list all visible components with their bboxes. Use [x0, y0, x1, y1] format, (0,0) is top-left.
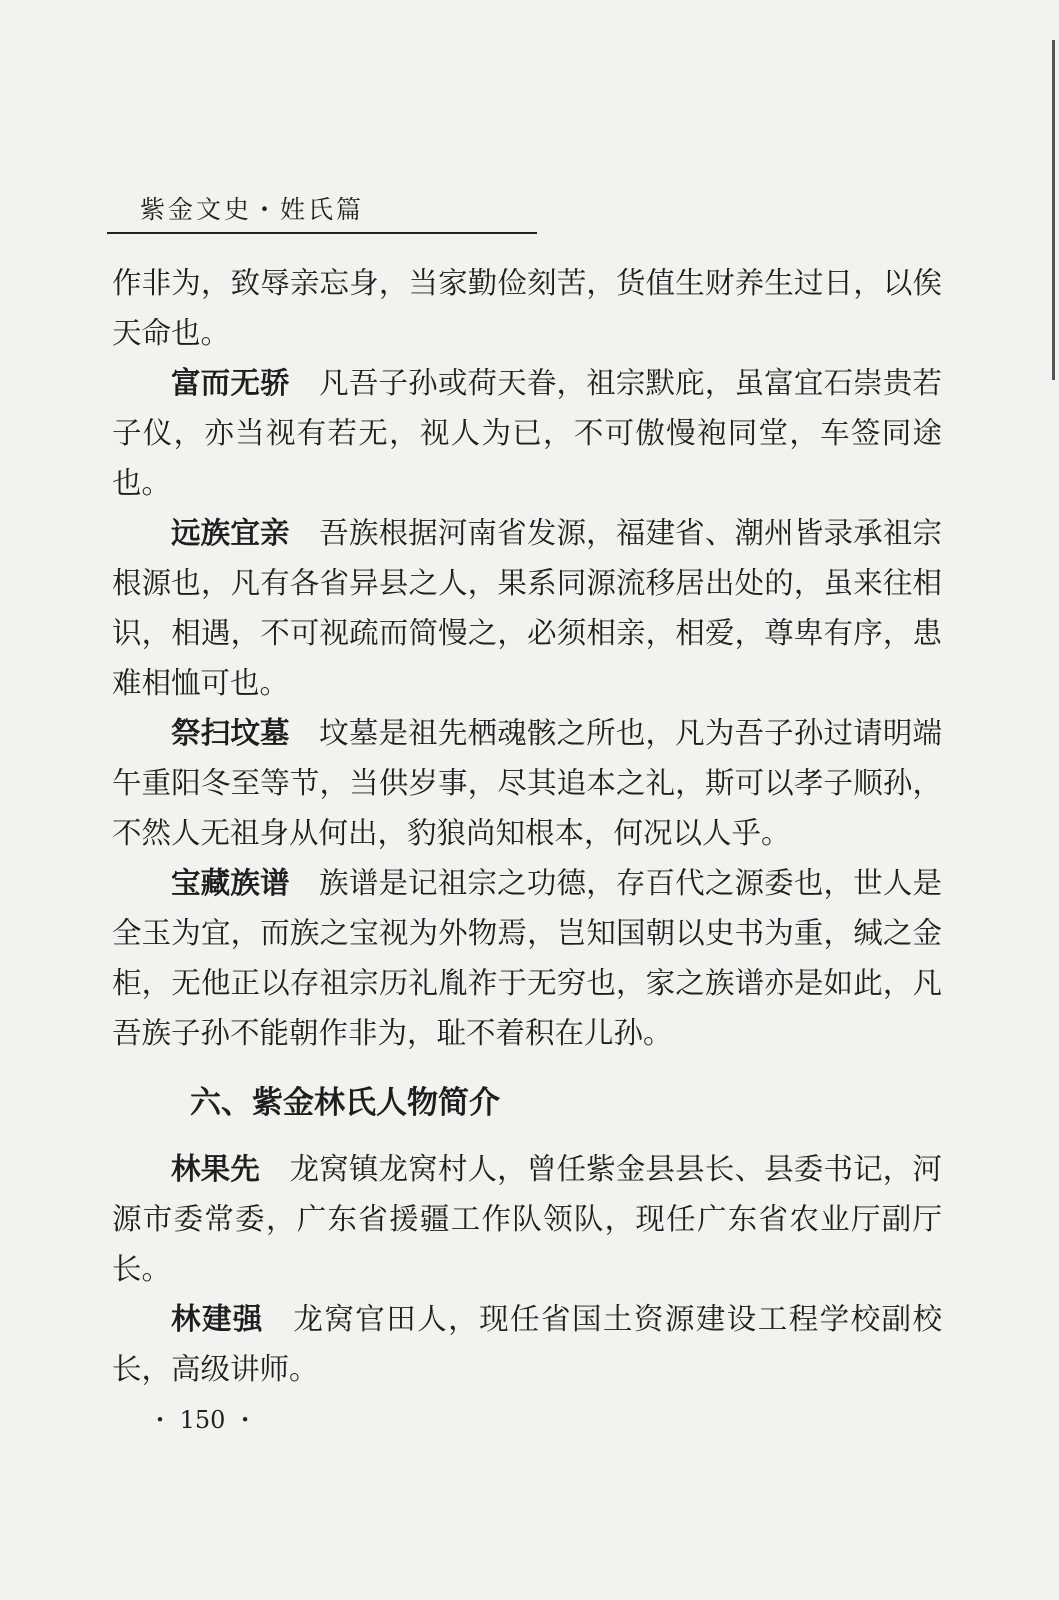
rule-term: 祭扫坟墓 — [171, 716, 290, 750]
rule-text: 坟墓是祖先栖魂骸之所也，凡为吾子孙过请明端午重阳冬至等节，当供岁事，尽其追本之礼，斯可以孝子顺孙，不然人无祖身从何出，豹狼尚知根本，何况以人乎。 — [112, 716, 942, 850]
person-text: 龙窝官田人，现任省国土资源建设工程学校副校长，高级讲师。 — [112, 1302, 942, 1386]
rule-text: 凡吾子孙或荷天眷，祖宗默庇，虽富宜石崇贵若子仪，亦当视有若无，视人为已，不可傲慢袍同堂，车签同途也。 — [112, 366, 942, 500]
rule-term: 宝藏族谱 — [171, 866, 290, 900]
body-text — [112, 258, 942, 1394]
scan-edge-line — [1052, 40, 1055, 380]
section-title: 六、紫金林氏人物简介 — [190, 1085, 500, 1121]
page-number: ・ 150 ・ — [148, 1406, 258, 1434]
rule-paragraph-3 — [112, 708, 942, 858]
person-paragraph-2 — [112, 1294, 942, 1394]
rule-text: 吾族根据河南省发源，福建省、潮州皆录承祖宗根源也，凡有各省异县之人，果系同源流移居出处的，虽来往相识，相遇，不可视疏而简慢之，必须相亲，相爱，尊卑有序，患难相恤可也。 — [112, 516, 942, 700]
person-name: 林果先 — [171, 1152, 260, 1186]
rule-paragraph-4 — [112, 858, 942, 1058]
rule-paragraph-2 — [112, 508, 942, 708]
rule-text: 族谱是记祖宗之功德，存百代之源委也，世人是全玉为宜，而族之宝视为外物焉，岂知国朝以史书为重，缄之金柜，无他正以存祖宗历礼胤祚于无穷也，家之族谱亦是如此，凡吾族子孙不能朝作非为，耻不着积在儿孙。 — [112, 866, 942, 1050]
rule-paragraph-1 — [112, 358, 942, 508]
person-text: 龙窝镇龙窝村人，曾任紫金县县长、县委书记，河源市委常委，广东省援疆工作队领队，现任广东省农业厅副厅长。 — [112, 1152, 942, 1286]
person-paragraph-1 — [112, 1144, 942, 1294]
header-rule — [107, 232, 537, 234]
rule-term: 富而无骄 — [171, 366, 290, 400]
paragraph-continuation: 作非为，致辱亲忘身，当家勤俭刻苦，货值生财养生过日，以俟天命也。 — [112, 266, 942, 350]
running-header: 紫金文史・姓氏篇 — [140, 195, 365, 224]
rule-term: 远族宜亲 — [171, 516, 290, 550]
person-name: 林建强 — [171, 1302, 264, 1336]
